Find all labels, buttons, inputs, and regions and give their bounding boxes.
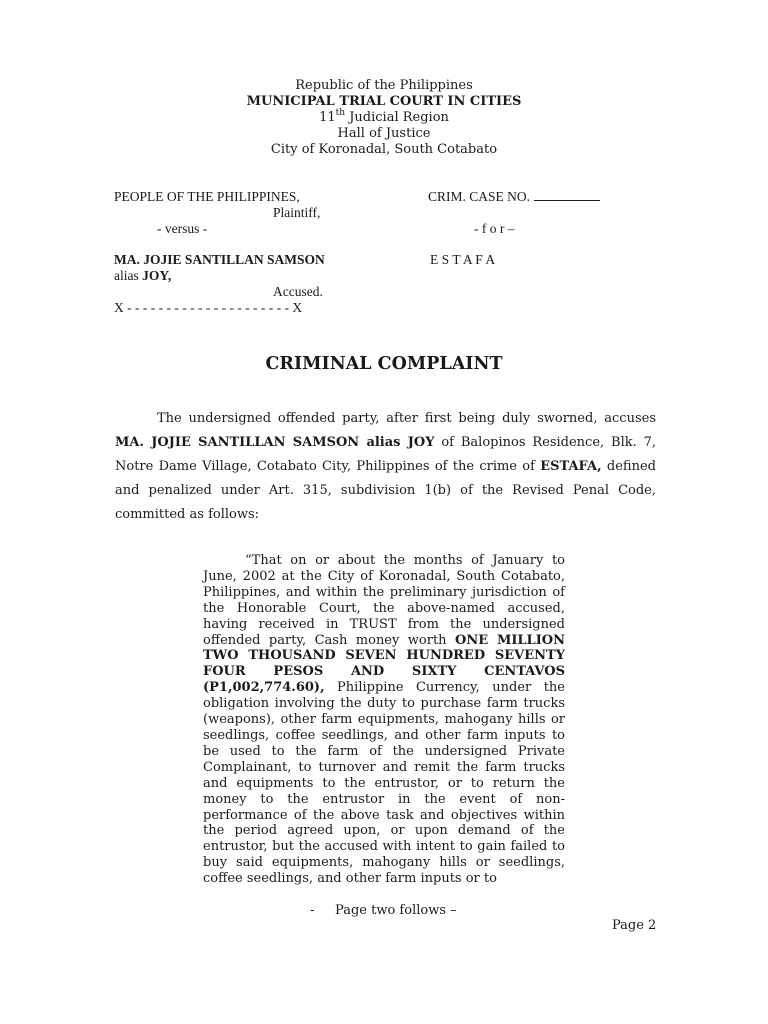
- header-hall: Hall of Justice: [337, 126, 431, 141]
- offense-label: E S T A F A: [430, 252, 496, 267]
- header-region: 11th Judicial Region: [319, 108, 449, 125]
- allegation-block: “That on or about the months of January to June, 2002 at the City of Koronadal, South Cotabato, Philippines, and within the preliminary jurisdiction of the Honorable Court, the above-named accused, having received in TRUST from the undersigned offended party, Cash money worth ONE MILLION TWO THOUSAND SEVEN HUNDRED SEVENTY FOUR PESOS AND SIXTY CENTAVOS (P1,002,774.60), Philippine Currency, under the obligation involving the duty to purchase farm trucks (weapons), other farm equipments, mahogany hills or seedlings, coffee seedlings, and other farm inputs to be used to the farm of the undersigned Private Complainant, to turnover and remit the farm trucks and equipments to the entrustor, or to return the money to the entrustor in the event of non-performance of the above task and objectives within the period agreed upon, or upon demand of the entrustor, but the accused with intent to gain failed to buy said equipments, mahogany hills or seedlings, coffee seedlings, and other farm inputs or to: [203, 553, 565, 887]
- for-label: - f o r –: [474, 221, 515, 236]
- accused-name: MA. JOJIE SANTILLAN SAMSON: [114, 252, 325, 267]
- header-republic: Republic of the Philippines: [295, 78, 473, 93]
- complaint-paragraph: The undersigned offended party, after first being duly sworned, accuses MA. JOJIE SANTILLAN SAMSON alias JOY of Balopinos Residence, Blk. 7, Notre Dame Village, Cotabato City, Philippines of the crime of ESTAFA, defined and penalized under Art. 315, subdivision 1(b) of the Revised Penal Code, committed as follows:: [115, 411, 656, 522]
- header-court-name: MUNICIPAL TRIAL COURT IN CITIES: [246, 94, 522, 109]
- header-city: City of Koronadal, South Cotabato: [270, 142, 498, 157]
- page-number: Page 2: [612, 918, 657, 933]
- page-follows-note: - Page two follows –: [310, 903, 457, 918]
- accused-role: Accused.: [273, 284, 323, 299]
- versus-label: - versus -: [157, 221, 208, 236]
- document-title: CRIMINAL COMPLAINT: [265, 354, 503, 374]
- caption-separator: X - - - - - - - - - - - - - - - - - - - - - X: [114, 300, 303, 315]
- case-number: CRIM. CASE NO.: [428, 189, 600, 205]
- plaintiff-role: Plaintiff,: [273, 205, 321, 220]
- case-number-blank: [534, 189, 600, 201]
- accused-alias: alias JOY,: [114, 268, 172, 283]
- plaintiff-name: PEOPLE OF THE PHILIPPINES,: [114, 189, 300, 204]
